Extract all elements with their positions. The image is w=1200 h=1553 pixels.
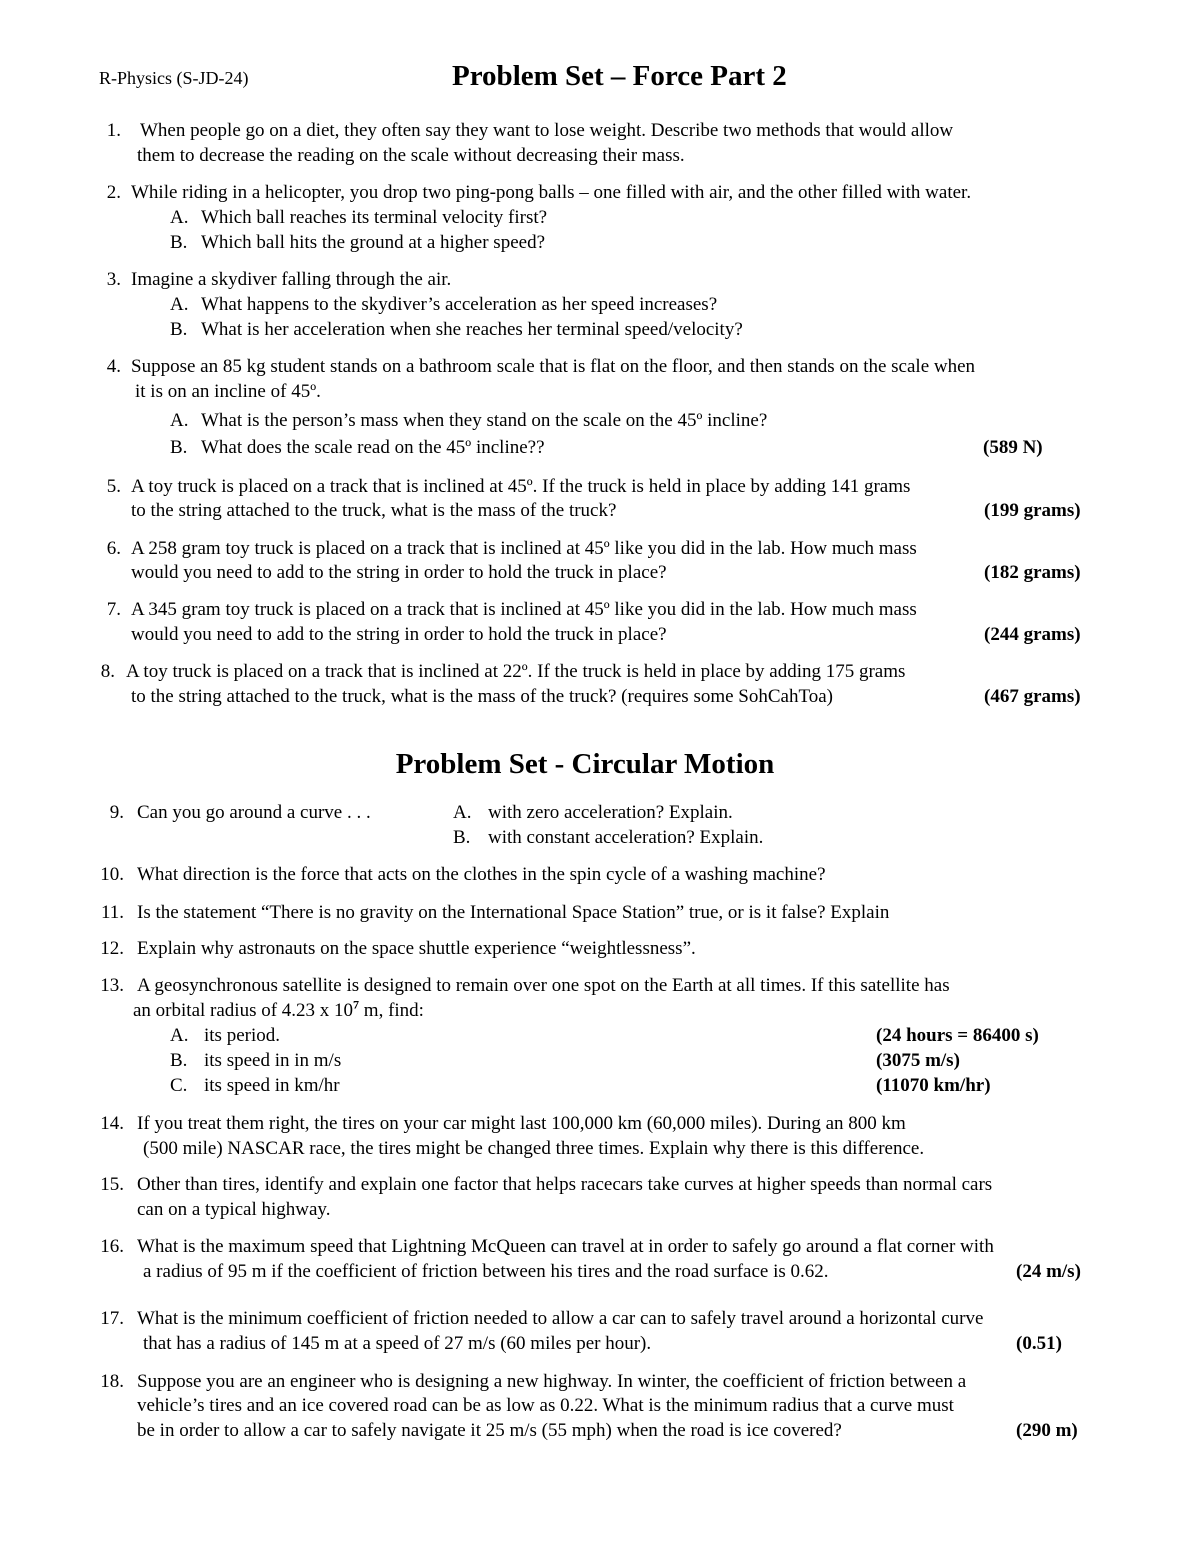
sub-label: A. bbox=[453, 802, 472, 823]
problem-text: would you need to add to the string in order to hold the truck in place? bbox=[131, 624, 667, 645]
problem-text: be in order to allow a car to safely navigate it 25 m/s (55 mph) when the road is ice covered? bbox=[137, 1420, 842, 1441]
problem-number: 14. bbox=[100, 1113, 124, 1134]
sub-question: with constant acceleration? Explain. bbox=[488, 827, 764, 848]
problem-text: A toy truck is placed on a track that is inclined at 22º. If the truck is held in place by adding 175 grams bbox=[126, 661, 906, 682]
answer: (589 N) bbox=[983, 437, 1043, 458]
problem-text: a radius of 95 m if the coefficient of friction between his tires and the road surface is 0.62. bbox=[143, 1261, 829, 1282]
answer: (467 grams) bbox=[984, 686, 1081, 707]
problem-text: (500 mile) NASCAR race, the tires might be changed three times. Explain why there is this difference. bbox=[143, 1138, 925, 1159]
problem-text: A toy truck is placed on a track that is inclined at 45º. If the truck is held in place by adding 141 grams bbox=[131, 476, 911, 497]
problem-text: A geosynchronous satellite is designed to remain over one spot on the Earth at all times. If this satellite has bbox=[137, 975, 950, 996]
problem-number: 9. bbox=[109, 802, 124, 823]
sub-question: What does the scale read on the 45º incline?? bbox=[201, 437, 545, 458]
problem-text bbox=[133, 998, 424, 1023]
problem-text: What is the minimum coefficient of friction needed to allow a car can to safely travel around a horizontal curve bbox=[137, 1308, 984, 1329]
problem-number: 12. bbox=[100, 938, 124, 959]
problem-text: to the string attached to the truck, what is the mass of the truck? bbox=[131, 500, 617, 521]
answer: (182 grams) bbox=[984, 562, 1081, 583]
problem-text: When people go on a diet, they often say they want to lose weight. Describe two methods that would allow bbox=[140, 120, 954, 141]
problem-text: Can you go around a curve . . . bbox=[137, 802, 371, 823]
problem-text-part: an orbital radius of 4.23 x 10 bbox=[133, 1000, 354, 1021]
problem-text: it is on an incline of 45º. bbox=[135, 381, 321, 402]
problem-number: 11. bbox=[100, 902, 124, 923]
problem-text: A 345 gram toy truck is placed on a track that is inclined at 45º like you did in the lab. How much mass bbox=[131, 599, 917, 620]
problem-number: 7. bbox=[106, 599, 121, 620]
section-title: Problem Set - Circular Motion bbox=[395, 748, 775, 780]
problem-number: 10. bbox=[100, 864, 124, 885]
sub-question: its speed in km/hr bbox=[204, 1075, 340, 1096]
answer: (0.51) bbox=[1016, 1333, 1062, 1354]
problem-text: Suppose an 85 kg student stands on a bathroom scale that is flat on the floor, and then stands on the scale when bbox=[131, 356, 976, 377]
problem-number: 18. bbox=[100, 1371, 124, 1392]
sub-label: B. bbox=[170, 437, 188, 458]
problem-text: can on a typical highway. bbox=[137, 1199, 331, 1220]
sub-label: B. bbox=[170, 1050, 188, 1071]
sub-question: What is her acceleration when she reaches her terminal speed/velocity? bbox=[201, 319, 743, 340]
sub-question: Which ball reaches its terminal velocity first? bbox=[201, 207, 548, 228]
problem-text: Imagine a skydiver falling through the air. bbox=[131, 269, 452, 290]
sub-label: A. bbox=[170, 1025, 189, 1046]
problem-text: them to decrease the reading on the scale without decreasing their mass. bbox=[137, 145, 685, 166]
problem-number: 8. bbox=[100, 661, 115, 682]
sub-label: B. bbox=[170, 232, 188, 253]
sub-label: C. bbox=[170, 1075, 188, 1096]
problem-number: 6. bbox=[106, 538, 121, 559]
problem-number: 2. bbox=[106, 182, 121, 203]
problem-number: 3. bbox=[106, 269, 121, 290]
problem-text: A 258 gram toy truck is placed on a track that is inclined at 45º like you did in the lab. How much mass bbox=[131, 538, 917, 559]
answer: (3075 m/s) bbox=[876, 1050, 960, 1071]
problem-number: 1. bbox=[106, 120, 121, 141]
sub-label: A. bbox=[170, 410, 189, 431]
problem-text: If you treat them right, the tires on your car might last 100,000 km (60,000 miles). During an 800 km bbox=[137, 1113, 906, 1134]
problem-number: 16. bbox=[100, 1236, 124, 1257]
problem-text: What direction is the force that acts on the clothes in the spin cycle of a washing machine? bbox=[137, 864, 826, 885]
problem-text: Other than tires, identify and explain one factor that helps racecars take curves at higher speeds than normal cars bbox=[137, 1174, 993, 1195]
page-title: Problem Set – Force Part 2 bbox=[452, 60, 787, 92]
exponent: 7 bbox=[353, 997, 360, 1012]
problem-number: 15. bbox=[100, 1174, 124, 1195]
problem-number: 4. bbox=[106, 356, 121, 377]
answer: (244 grams) bbox=[984, 624, 1081, 645]
sub-question: its speed in in m/s bbox=[204, 1050, 342, 1071]
sub-question: What happens to the skydiver’s acceleration as her speed increases? bbox=[201, 294, 718, 315]
problem-text: Suppose you are an engineer who is designing a new highway. In winter, the coefficient of friction between a bbox=[137, 1371, 967, 1392]
problem-text: Is the statement “There is no gravity on the International Space Station” true, or is it false? Explain bbox=[137, 902, 890, 923]
sub-label: A. bbox=[170, 207, 189, 228]
problem-number: 13. bbox=[100, 975, 124, 996]
sub-question: its period. bbox=[204, 1025, 280, 1046]
problem-text: to the string attached to the truck, what is the mass of the truck? (requires some SohCahToa) bbox=[131, 686, 834, 707]
problem-text: vehicle’s tires and an ice covered road can be as low as 0.22. What is the minimum radius that a curve must bbox=[137, 1395, 954, 1416]
answer: (11070 km/hr) bbox=[876, 1075, 991, 1096]
sub-label: B. bbox=[453, 827, 471, 848]
problem-text: While riding in a helicopter, you drop two ping-pong balls – one filled with air, and the other filled with water. bbox=[131, 182, 972, 203]
answer: (24 m/s) bbox=[1016, 1261, 1081, 1282]
answer: (24 hours = 86400 s) bbox=[876, 1025, 1039, 1046]
problem-number: 17. bbox=[100, 1308, 124, 1329]
problem-text: What is the maximum speed that Lightning McQueen can travel at in order to safely go around a flat corner with bbox=[137, 1236, 994, 1257]
sub-question: What is the person’s mass when they stand on the scale on the 45º incline? bbox=[201, 410, 768, 431]
sub-question: with zero acceleration? Explain. bbox=[488, 802, 733, 823]
sub-label: B. bbox=[170, 319, 188, 340]
answer: (290 m) bbox=[1016, 1420, 1078, 1441]
problem-text: Explain why astronauts on the space shuttle experience “weightlessness”. bbox=[137, 938, 696, 959]
sub-question: Which ball hits the ground at a higher speed? bbox=[201, 232, 546, 253]
problem-text: would you need to add to the string in order to hold the truck in place? bbox=[131, 562, 667, 583]
course-code: R-Physics (S-JD-24) bbox=[99, 68, 249, 88]
problem-number: 5. bbox=[106, 476, 121, 497]
answer: (199 grams) bbox=[984, 500, 1081, 521]
problem-text: that has a radius of 145 m at a speed of 27 m/s (60 miles per hour). bbox=[143, 1333, 652, 1354]
sub-label: A. bbox=[170, 294, 189, 315]
problem-text-part: m, find: bbox=[359, 1000, 424, 1021]
